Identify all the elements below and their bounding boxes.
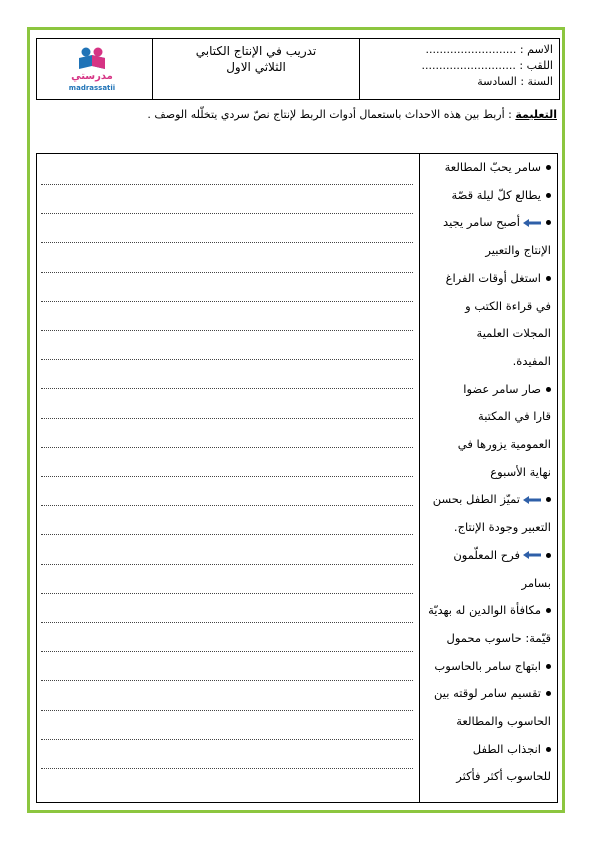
writing-line[interactable] <box>41 505 413 506</box>
item-text: الحاسوب والمطالعة <box>456 714 551 728</box>
list-item <box>421 765 551 787</box>
item-text: قارا في المكتبة <box>478 409 551 424</box>
logo-text-arabic: مدرستي <box>71 71 113 82</box>
bullet-icon <box>546 691 551 696</box>
writing-line[interactable] <box>41 447 413 448</box>
list-item <box>421 544 551 566</box>
bullet-icon <box>546 664 551 669</box>
writing-line[interactable] <box>41 739 413 740</box>
list-item <box>421 627 551 649</box>
item-text: يطالع كلّ ليلة قصّة <box>451 187 541 202</box>
list-item <box>421 156 551 178</box>
writing-line[interactable] <box>41 184 413 185</box>
list-item <box>421 239 551 261</box>
name-field: الاسم : .......................... <box>425 43 553 56</box>
list-item <box>421 433 551 455</box>
writing-line[interactable] <box>41 622 413 623</box>
list-item <box>421 322 551 344</box>
item-text: في قراءة الكتب و <box>465 298 551 313</box>
logo-cell <box>37 39 152 99</box>
list-item <box>421 211 551 233</box>
writing-line[interactable] <box>41 651 413 652</box>
arrow-left-icon <box>523 496 541 504</box>
item-text: الإنتاج والتعبير <box>485 243 551 258</box>
student-info <box>359 39 559 99</box>
item-text: تقسيم سامر لوقته بين <box>433 686 541 701</box>
bullet-icon <box>546 276 551 281</box>
bullet-icon <box>546 747 551 752</box>
item-text: أصبح سامر يجيد <box>443 215 520 230</box>
list-item <box>421 655 551 677</box>
arrow-left-icon <box>523 219 541 227</box>
item-text: التعبير وجودة الإنتاج. <box>453 520 551 535</box>
bullet-icon <box>546 387 551 392</box>
item-text: العمومية يزورها في <box>457 437 551 451</box>
instruction-text: : أربط بين هذه الاحداث باستعمال أدوات الربط لإنتاج نصّ سردي يتخلّله الوصف . <box>147 108 516 121</box>
instruction-label: التعليمة <box>515 108 557 121</box>
item-text: استغل أوقات الفراغ <box>445 270 541 285</box>
writing-line[interactable] <box>41 388 413 389</box>
writing-line[interactable] <box>41 272 413 273</box>
item-text: للحاسوب أكثر فأكثر <box>456 769 551 784</box>
list-item <box>421 461 551 483</box>
column-divider <box>419 154 420 802</box>
bullet-icon <box>546 608 551 613</box>
worksheet-header <box>36 38 560 100</box>
exercise-table <box>36 153 558 803</box>
logo-icon <box>77 45 107 71</box>
writing-line[interactable] <box>41 242 413 243</box>
writing-line[interactable] <box>41 564 413 565</box>
list-item <box>421 295 551 317</box>
writing-line[interactable] <box>41 710 413 711</box>
list-item <box>421 405 551 427</box>
list-item <box>421 710 551 732</box>
writing-line[interactable] <box>41 213 413 214</box>
list-item <box>421 184 551 206</box>
list-item <box>421 682 551 704</box>
bullet-icon <box>546 220 551 225</box>
writing-line[interactable] <box>41 534 413 535</box>
writing-line[interactable] <box>41 359 413 360</box>
item-text: المفيدة. <box>512 353 551 368</box>
item-text: تميّز الطفل بحسن <box>432 492 520 507</box>
writing-line[interactable] <box>41 301 413 302</box>
item-text: فرح المعلّمون <box>453 547 520 562</box>
item-text: بسامر <box>521 575 551 590</box>
item-text: انجذاب الطفل <box>472 741 541 756</box>
list-item <box>421 267 551 289</box>
bullet-icon <box>546 193 551 198</box>
item-text: نهاية الأسبوع <box>490 464 551 479</box>
writing-line[interactable] <box>41 418 413 419</box>
instruction <box>37 108 557 121</box>
item-text: ابتهاج سامر بالحاسوب <box>434 658 541 673</box>
surname-field: اللقب : ........................... <box>421 59 553 72</box>
writing-line[interactable] <box>41 593 413 594</box>
list-item <box>421 738 551 760</box>
logo-text-latin: madrassatii <box>68 84 116 92</box>
writing-line[interactable] <box>41 680 413 681</box>
year-field: السنة : السادسة <box>477 75 553 88</box>
item-text: المجلات العلمية <box>476 326 551 341</box>
list-item <box>421 572 551 594</box>
list-item <box>421 599 551 621</box>
bullet-icon <box>546 165 551 170</box>
bullet-icon <box>546 553 551 558</box>
arrow-left-icon <box>523 551 541 559</box>
title-line-2: الثلاثي الاول <box>226 60 286 74</box>
item-text: صار سامر عضوا <box>463 381 541 396</box>
bullet-icon <box>546 497 551 502</box>
writing-line[interactable] <box>41 476 413 477</box>
item-text: سامر يحبّ المطالعة <box>444 160 541 174</box>
title-line-1: تدريب في الإنتاج الكتابي <box>195 44 317 58</box>
list-item <box>421 378 551 400</box>
item-text: قيّمة: حاسوب محمول <box>446 630 551 645</box>
list-item <box>421 488 551 510</box>
list-item <box>421 516 551 538</box>
list-item <box>421 350 551 372</box>
worksheet-title <box>152 39 359 99</box>
writing-line[interactable] <box>41 768 413 769</box>
item-text: مكافأة الوالدين له بهديّة <box>428 603 541 618</box>
writing-line[interactable] <box>41 330 413 331</box>
